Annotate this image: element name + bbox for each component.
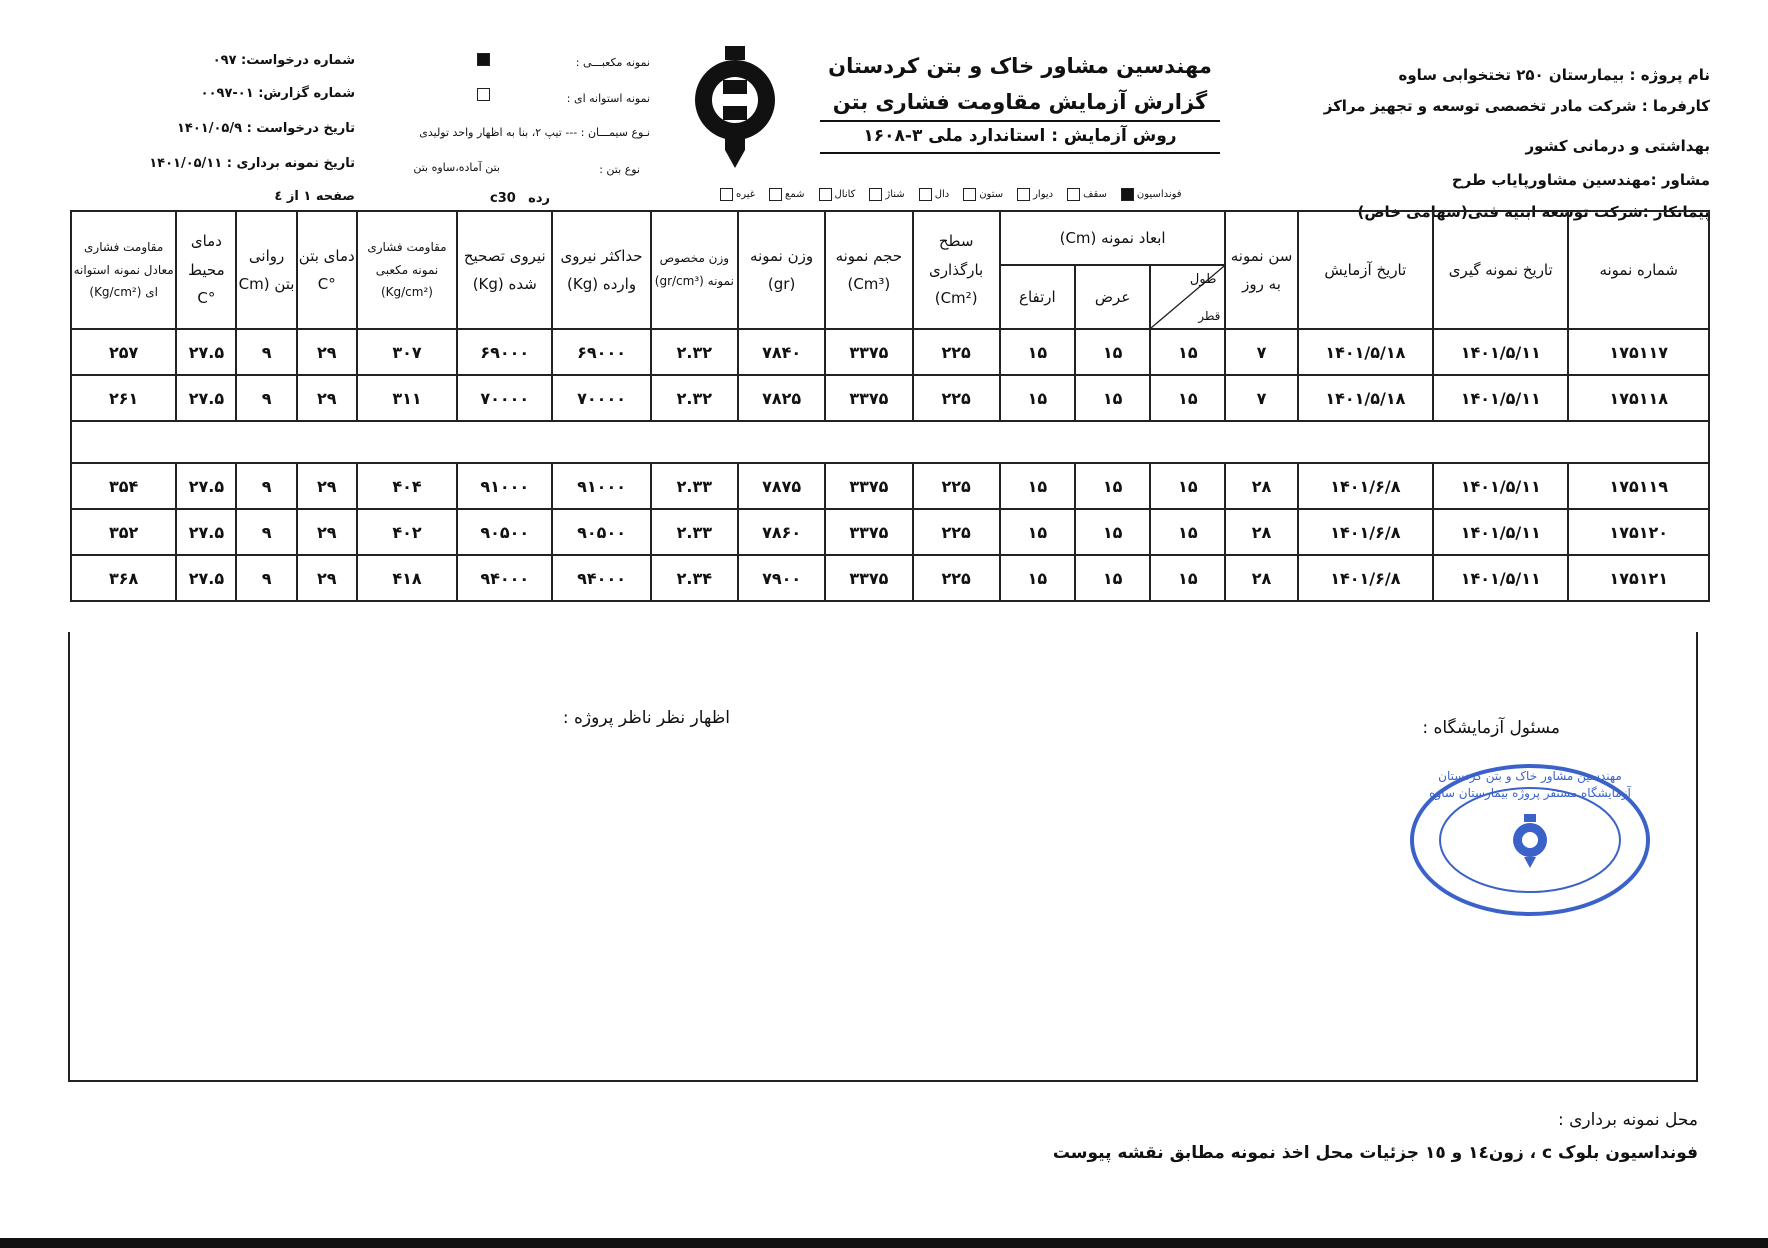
cell-cyl-strength: ۳۶۸ <box>71 555 176 601</box>
element-type-row <box>720 188 1182 201</box>
element-wall[interactable] <box>1017 188 1053 201</box>
logo-mark-icon <box>685 44 785 174</box>
sampling-date: تاریخ نمونه برداری : ۱۴۰۱/۰۵/۱۱ <box>149 156 355 171</box>
test-method: روش آزمایش : استاندارد ملی ۳-۱۶۰۸ <box>863 126 1177 146</box>
cell-age: ۲۸ <box>1225 463 1297 509</box>
table-header-row <box>71 211 1709 265</box>
cell-corrected-force: ۷۰۰۰۰ <box>457 375 552 421</box>
element-label: غیره <box>736 189 756 200</box>
cell-concrete-temp: ۲۹ <box>297 463 357 509</box>
company-name: مهندسین مشاور خاک و بتن کردستان <box>828 54 1212 78</box>
element-label: دیوار <box>1033 189 1054 200</box>
cell-cyl-strength: ۲۵۷ <box>71 329 176 375</box>
cell-cyl-strength: ۳۵۲ <box>71 509 176 555</box>
cell-test-date: ۱۴۰۱/۵/۱۸ <box>1298 375 1433 421</box>
project-name: نام پروژه : بیمارستان ۲۵۰ تختخوابی ساوه <box>1398 66 1710 84</box>
header-width: عرض <box>1075 265 1150 329</box>
cell-test-date: ۱۴۰۱/۵/۱۸ <box>1298 329 1433 375</box>
element-other[interactable] <box>720 188 755 201</box>
cell-sample-no: ۱۷۵۱۲۱ <box>1568 555 1709 601</box>
header-height: ارتفاع <box>1000 265 1075 329</box>
cell-age: ۷ <box>1225 329 1297 375</box>
cell-corrected-force: ۶۹۰۰۰ <box>457 329 552 375</box>
cubic-label: نمونه مکعبـــی : <box>575 56 650 69</box>
cell-ambient-temp: ۲۷.۵ <box>176 509 236 555</box>
cell-max-force: ۹۱۰۰۰ <box>552 463 650 509</box>
element-checkbox[interactable] <box>963 188 976 201</box>
cubic-checkbox[interactable] <box>477 53 490 66</box>
cell-slump: ۹ <box>236 375 296 421</box>
cell-area: ۲۲۵ <box>913 509 1000 555</box>
cell-sample-no: ۱۷۵۱۱۹ <box>1568 463 1709 509</box>
element-channel[interactable] <box>819 188 856 201</box>
cell-length: ۱۵ <box>1150 463 1225 509</box>
cell-volume: ۳۳۷۵ <box>825 463 912 509</box>
cylinder-checkbox[interactable] <box>477 88 490 101</box>
cell-max-force: ۶۹۰۰۰ <box>552 329 650 375</box>
element-label: ستون <box>979 189 1004 200</box>
cell-height: ۱۵ <box>1000 329 1075 375</box>
cell-sample-no: ۱۷۵۱۲۰ <box>1568 509 1709 555</box>
cell-cyl-strength: ۲۶۱ <box>71 375 176 421</box>
table-row <box>71 555 1709 601</box>
cell-test-date: ۱۴۰۱/۶/۸ <box>1298 509 1433 555</box>
cell-weight: ۷۸۶۰ <box>738 509 825 555</box>
location-label: محل نمونه برداری : <box>1557 1110 1698 1130</box>
cell-weight: ۷۹۰۰ <box>738 555 825 601</box>
cell-concrete-temp: ۲۹ <box>297 329 357 375</box>
cell-length: ۱۵ <box>1150 509 1225 555</box>
grade-value: c30 <box>490 191 516 206</box>
cell-sample-no: ۱۷۵۱۱۷ <box>1568 329 1709 375</box>
cell-sampling-date: ۱۴۰۱/۵/۱۱ <box>1433 555 1568 601</box>
cell-cube-strength: ۴۰۲ <box>357 509 457 555</box>
grade-label: رده <box>528 191 550 206</box>
element-label: شناژ <box>885 189 905 200</box>
header-max-force: حداکثر نیروی وارده (Kg) <box>552 211 650 329</box>
header-concrete-temp: دمای بتن °C <box>297 211 357 329</box>
header-cube-strength: مقاومت فشاری نمونه مکعبی (Kg/cm²) <box>357 211 457 329</box>
cell-slump: ۹ <box>236 463 296 509</box>
location-value: فونداسیون بلوک c ، زون١٤ و ١٥ جزئیات محل اخذ نمونه مطابق نقشه پیوست <box>1052 1143 1698 1163</box>
cell-ambient-temp: ۲۷.۵ <box>176 375 236 421</box>
cell-density: ۲.۳۳ <box>651 463 738 509</box>
cement-value: --- تیپ ۲، بنا به اظهار واحد تولیدی <box>419 126 578 139</box>
header-dims: ابعاد نمونه (Cm) <box>1000 211 1226 265</box>
scan-edge <box>0 1238 1768 1248</box>
cell-cube-strength: ۴۰۴ <box>357 463 457 509</box>
concrete-value: بتن آماده،ساوه بتن <box>413 161 500 174</box>
table-row <box>71 375 1709 421</box>
header-slump: روانی بتن (Cm <box>236 211 296 329</box>
cell-height: ۱۵ <box>1000 463 1075 509</box>
header-volume: حجم نمونه (Cm³) <box>825 211 912 329</box>
cell-length: ۱۵ <box>1150 555 1225 601</box>
cell-cube-strength: ۳۱۱ <box>357 375 457 421</box>
title-underline <box>820 120 1220 122</box>
element-roof[interactable] <box>1067 188 1107 201</box>
cell-ambient-temp: ۲۷.۵ <box>176 555 236 601</box>
cell-concrete-temp: ۲۹ <box>297 509 357 555</box>
cell-weight: ۷۸۴۰ <box>738 329 825 375</box>
cell-cube-strength: ۴۱۸ <box>357 555 457 601</box>
header-weight: وزن نمونه (gr) <box>738 211 825 329</box>
cell-area: ۲۲۵ <box>913 555 1000 601</box>
element-label: فونداسیون <box>1136 189 1182 200</box>
element-label: شمع <box>785 189 805 200</box>
element-checkbox[interactable] <box>1067 188 1080 201</box>
cell-area: ۲۲۵ <box>913 463 1000 509</box>
cell-test-date: ۱۴۰۱/۶/۸ <box>1298 555 1433 601</box>
consultant: مشاور :مهندسین مشاورپایاب طرح <box>1451 171 1710 189</box>
cell-volume: ۳۳۷۵ <box>825 555 912 601</box>
cell-slump: ۹ <box>236 509 296 555</box>
report-title: گزارش آزمایش مقاومت فشاری بتن <box>832 90 1208 114</box>
cell-density: ۲.۳۲ <box>651 329 738 375</box>
header-corrected-force: نیروی تصحیح شده (Kg) <box>457 211 552 329</box>
element-column[interactable] <box>963 188 1003 201</box>
cement-type <box>380 126 650 139</box>
table-row <box>71 329 1709 375</box>
cell-test-date: ۱۴۰۱/۶/۸ <box>1298 463 1433 509</box>
cell-corrected-force: ۹۴۰۰۰ <box>457 555 552 601</box>
method-underline <box>820 152 1220 154</box>
cell-slump: ۹ <box>236 329 296 375</box>
cell-weight: ۷۸۷۵ <box>738 463 825 509</box>
cell-slump: ۹ <box>236 555 296 601</box>
header-diameter: قطر <box>1198 309 1221 324</box>
cell-age: ۲۸ <box>1225 509 1297 555</box>
lab-manager-label: مسئول آزمایشگاه : <box>1422 718 1560 738</box>
cell-height: ۱۵ <box>1000 555 1075 601</box>
element-tie-beam[interactable] <box>869 188 904 201</box>
blank-separator-row <box>71 421 1709 463</box>
cell-max-force: ۷۰۰۰۰ <box>552 375 650 421</box>
cell-length: ۱۵ <box>1150 375 1225 421</box>
cell-area: ۲۲۵ <box>913 375 1000 421</box>
cell-cube-strength: ۳۰۷ <box>357 329 457 375</box>
company-logo <box>685 44 785 174</box>
header-test-date: تاریخ آزمایش <box>1298 211 1433 329</box>
element-label: دال <box>934 189 950 200</box>
contractor: پیمانکار :شرکت توسعه ابنیه فنی(سهامی خاص) <box>1357 203 1710 221</box>
stamp-text: مهندسین مشاور خاک و بتن کردستان آزمایشگاه مستقر پروژه بیمارستان ساوه <box>1429 769 1631 801</box>
header-age: سن نمونه به روز <box>1225 211 1297 329</box>
cell-volume: ۳۳۷۵ <box>825 509 912 555</box>
results-table <box>70 210 1710 602</box>
employer-line1: کارفرما : شرکت مادر تخصصی توسعه و تجهیز مراکز <box>1323 97 1710 115</box>
cell-length: ۱۵ <box>1150 329 1225 375</box>
cell-corrected-force: ۹۰۵۰۰ <box>457 509 552 555</box>
cell-volume: ۳۳۷۵ <box>825 329 912 375</box>
header-sampling-date: تاریخ نمونه گیری <box>1433 211 1568 329</box>
header-ambient-temp: دمای محیط °C <box>176 211 236 329</box>
element-checkbox[interactable] <box>769 188 782 201</box>
element-checkbox[interactable] <box>1017 188 1030 201</box>
cell-sampling-date: ۱۴۰۱/۵/۱۱ <box>1433 509 1568 555</box>
cell-cyl-strength: ۳۵۴ <box>71 463 176 509</box>
cell-volume: ۳۳۷۵ <box>825 375 912 421</box>
table-row <box>71 509 1709 555</box>
element-pile[interactable] <box>769 188 804 201</box>
cell-sampling-date: ۱۴۰۱/۵/۱۱ <box>1433 375 1568 421</box>
cell-ambient-temp: ۲۷.۵ <box>176 463 236 509</box>
cell-age: ۷ <box>1225 375 1297 421</box>
cell-density: ۲.۳۲ <box>651 375 738 421</box>
element-checkbox[interactable] <box>1121 188 1134 201</box>
element-foundation[interactable] <box>1121 188 1182 201</box>
cylinder-label: نمونه استوانه ای : <box>566 92 650 105</box>
cell-max-force: ۹۰۵۰۰ <box>552 509 650 555</box>
table-row <box>71 463 1709 509</box>
cement-label: نـوع سیمـــان : <box>580 126 650 139</box>
concrete-label: نوع بتن : <box>599 163 640 176</box>
header-length-diameter <box>1150 265 1225 329</box>
cell-density: ۲.۳۳ <box>651 509 738 555</box>
cell-width: ۱۵ <box>1075 555 1150 601</box>
cell-width: ۱۵ <box>1075 329 1150 375</box>
employer-line2: بهداشتی و درمانی کشور <box>1525 137 1710 155</box>
element-label: سقف <box>1083 189 1107 200</box>
element-checkbox[interactable] <box>720 188 733 201</box>
element-label: کانال <box>834 189 856 200</box>
page-number: صفحه ۱ از ٤ <box>274 189 355 204</box>
cell-age: ۲۸ <box>1225 555 1297 601</box>
cell-sampling-date: ۱۴۰۱/۵/۱۱ <box>1433 463 1568 509</box>
cell-width: ۱۵ <box>1075 509 1150 555</box>
report-number: شماره گزارش: ۰۱-۰۰۹۷ <box>200 86 355 101</box>
cell-sampling-date: ۱۴۰۱/۵/۱۱ <box>1433 329 1568 375</box>
cell-width: ۱۵ <box>1075 375 1150 421</box>
header-density: وزن مخصوص نمونه (gr/cm³) <box>651 211 738 329</box>
request-date: تاریخ درخواست : ۱۴۰۱/۰۵/۹ <box>177 121 355 136</box>
element-slab[interactable] <box>919 188 950 201</box>
cell-density: ۲.۳۴ <box>651 555 738 601</box>
cell-weight: ۷۸۲۵ <box>738 375 825 421</box>
cell-area: ۲۲۵ <box>913 329 1000 375</box>
header-cyl-strength: مقاومت فشاری معادل نمونه استوانه ای (Kg/cm²) <box>71 211 176 329</box>
cell-sample-no: ۱۷۵۱۱۸ <box>1568 375 1709 421</box>
header-length: طول <box>1189 272 1217 287</box>
header-sample-no: شماره نمونه <box>1568 211 1709 329</box>
header-area: سطح بارگذاری (Cm²) <box>913 211 1000 329</box>
cell-height: ۱۵ <box>1000 375 1075 421</box>
cell-ambient-temp: ۲۷.۵ <box>176 329 236 375</box>
cell-width: ۱۵ <box>1075 463 1150 509</box>
cell-corrected-force: ۹۱۰۰۰ <box>457 463 552 509</box>
cell-concrete-temp: ۲۹ <box>297 555 357 601</box>
request-number: شماره درخواست: ۰۹۷ <box>212 53 355 68</box>
lab-stamp <box>1405 760 1655 920</box>
element-checkbox[interactable] <box>869 188 882 201</box>
element-checkbox[interactable] <box>819 188 832 201</box>
cell-max-force: ۹۴۰۰۰ <box>552 555 650 601</box>
cell-height: ۱۵ <box>1000 509 1075 555</box>
cell-concrete-temp: ۲۹ <box>297 375 357 421</box>
supervisor-comment-label: اظهار نظر ناظر پروژه : <box>562 708 730 728</box>
element-checkbox[interactable] <box>919 188 932 201</box>
